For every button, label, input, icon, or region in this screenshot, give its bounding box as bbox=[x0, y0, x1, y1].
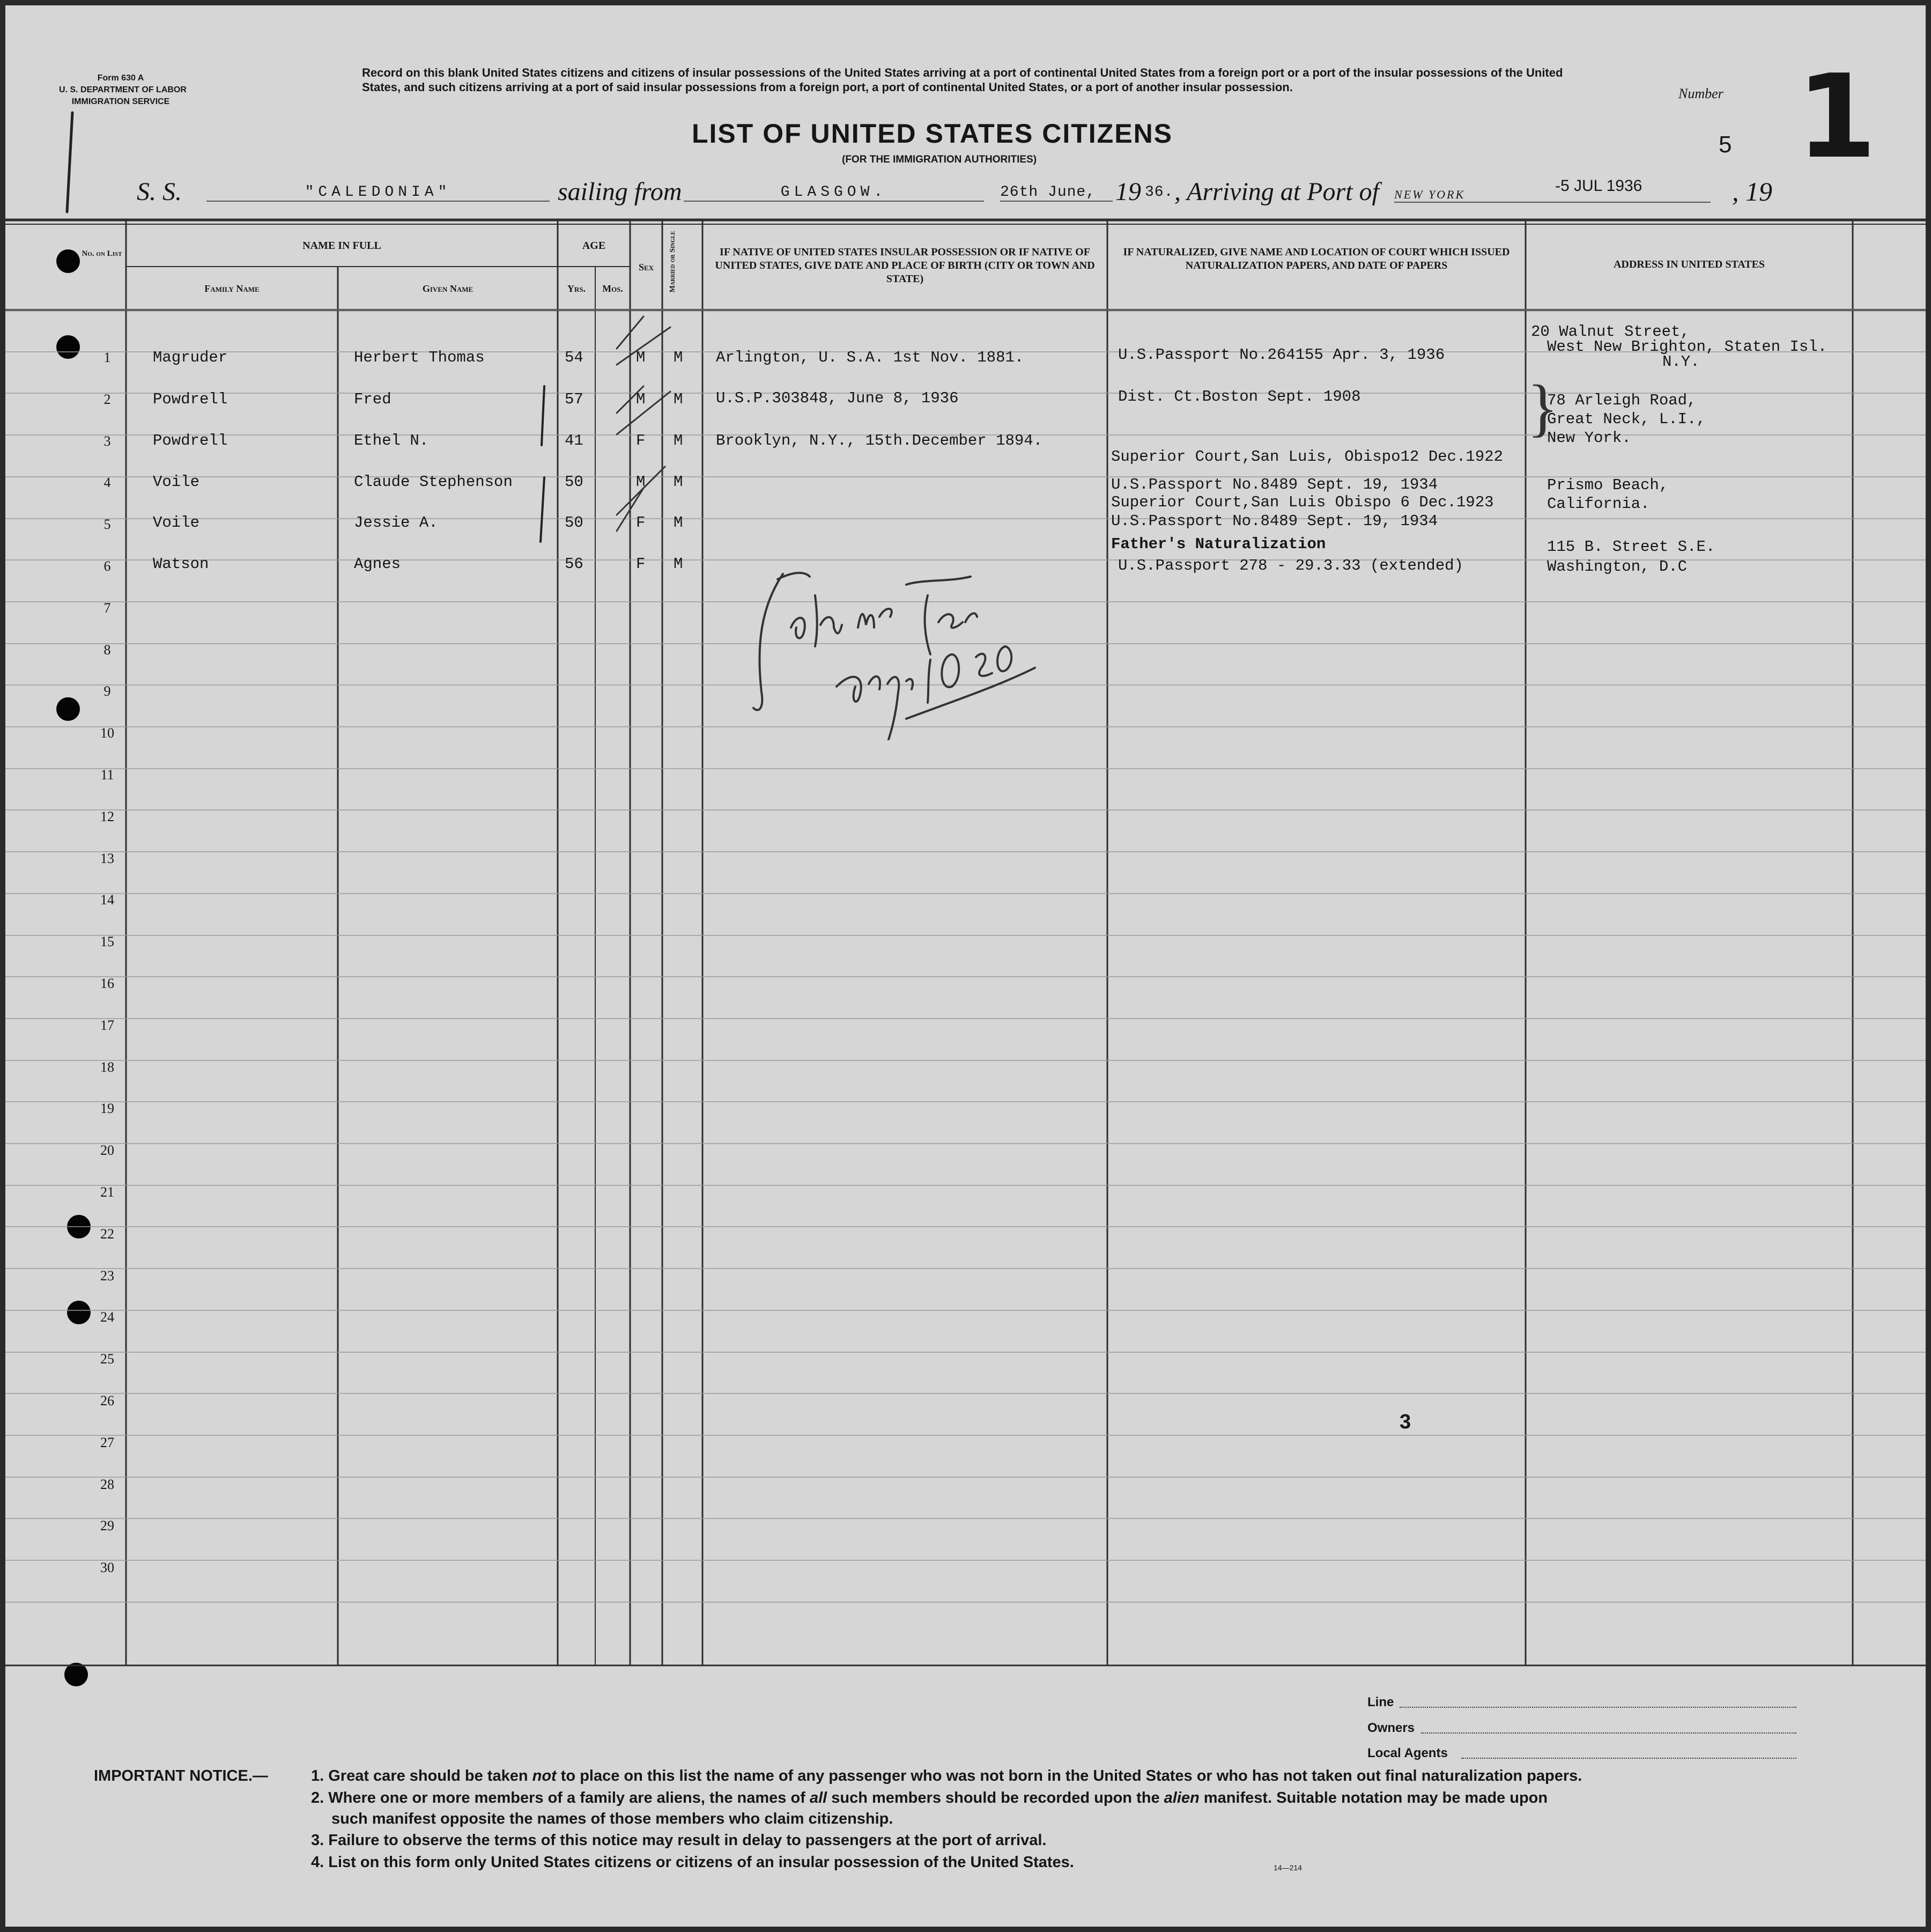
given-name-cell: Claude Stephenson bbox=[354, 473, 513, 491]
agent-line-field bbox=[1400, 1707, 1796, 1708]
header-address: ADDRESS IN UNITED STATES bbox=[1613, 259, 1765, 270]
sex-cell: M bbox=[636, 390, 646, 408]
local-agents-field bbox=[1461, 1758, 1796, 1759]
sailing-date: 26th June, bbox=[1000, 184, 1113, 202]
age-years-cell: 56 bbox=[565, 555, 583, 573]
notice-item-4: 4. List on this form only United States citizens or citizens of an insular possession of the United States. bbox=[311, 1854, 1074, 1871]
trailing-year: , 19 bbox=[1732, 176, 1772, 207]
year-suffix: 36. bbox=[1145, 184, 1174, 201]
notice-item-1: 1. Great care should be taken not to place on this list the name of any passenger who was not born in the United States or who has not taken out final naturalization papers. bbox=[311, 1767, 1582, 1784]
header-birth: IF NATIVE OF UNITED STATES INSULAR POSSESSION OR IF NATIVE OF UNITED STATES, GIVE DATE AND PLACE OF BIRTH (CITY OR TOWN AND STATE) bbox=[715, 246, 1095, 285]
age-years-cell: 54 bbox=[565, 349, 583, 366]
header-family-name: Family Name bbox=[204, 283, 260, 294]
arrival-date-stamp: -5 JUL 1936 bbox=[1555, 177, 1643, 195]
ship-name: "CALEDONIA" bbox=[206, 184, 550, 202]
department-name: U. S. DEPARTMENT OF LABOR bbox=[59, 85, 187, 94]
marital-status-cell: M bbox=[674, 349, 683, 366]
given-name-cell: Jessie A. bbox=[354, 514, 438, 532]
row-number: 24 bbox=[100, 1309, 114, 1325]
naturalization-line: Dist. Ct.Boston Sept. 1908 bbox=[1118, 388, 1361, 405]
row-number: 4 bbox=[103, 475, 111, 490]
row-number: 13 bbox=[100, 851, 114, 866]
family-name-cell: Voile bbox=[153, 473, 200, 491]
row-number: 28 bbox=[100, 1477, 114, 1492]
naturalization-line: U.S.Passport 278 - 29.3.33 (extended) bbox=[1118, 557, 1463, 574]
inspector-signature bbox=[745, 563, 1121, 740]
address-line: Washington, D.C bbox=[1547, 558, 1688, 576]
naturalization-line: U.S.Passport No.8489 Sept. 19, 1934 bbox=[1111, 512, 1438, 530]
sex-cell: M bbox=[636, 349, 646, 366]
row-number: 2 bbox=[103, 392, 111, 407]
arriving-label: , Arriving at Port of bbox=[1174, 178, 1379, 206]
sex-cell: M bbox=[636, 473, 646, 491]
address-line: N.Y. bbox=[1662, 353, 1700, 371]
row-number: 17 bbox=[100, 1017, 114, 1033]
family-name-cell: Powdrell bbox=[153, 390, 228, 408]
birth-place-cell: Arlington, U. S.A. 1st Nov. 1881. bbox=[716, 349, 1024, 366]
age-years-cell: 50 bbox=[565, 514, 583, 532]
number-label: Number bbox=[1678, 86, 1723, 101]
row-number: 7 bbox=[103, 600, 111, 616]
sex-cell: F bbox=[636, 555, 646, 573]
age-years-cell: 41 bbox=[565, 432, 583, 449]
arrival-port: NEW YORK bbox=[1394, 188, 1711, 203]
stamp-number: 5 bbox=[1719, 131, 1732, 158]
header-naturalization: IF NATURALIZED, GIVE NAME AND LOCATION OF COURT WHICH ISSUED NATURALIZATION PAPERS, AND DATE OF PAPERS bbox=[1123, 246, 1510, 271]
given-name-cell: Fred bbox=[354, 390, 391, 408]
header-sex: Sex bbox=[638, 262, 654, 272]
header-age: AGE bbox=[582, 240, 606, 252]
row-number: 16 bbox=[100, 976, 114, 991]
header-mos: Mos. bbox=[602, 283, 623, 294]
notice-item-2: 2. Where one or more members of a family are aliens, the names of all such members should be recorded upon the alien manifest. Suitable notation may be made upon bbox=[311, 1789, 1548, 1806]
row-number: 3 bbox=[103, 433, 111, 449]
row-number: 27 bbox=[100, 1435, 114, 1450]
from-port: GLASGOW. bbox=[684, 184, 984, 202]
row-number: 29 bbox=[100, 1518, 114, 1533]
address-line: 20 Walnut Street, bbox=[1531, 323, 1690, 341]
form-code: 14—214 bbox=[1274, 1863, 1302, 1872]
header-yrs: Yrs. bbox=[567, 283, 586, 294]
address-line: Prismo Beach, bbox=[1547, 476, 1669, 494]
row-number: 22 bbox=[100, 1226, 114, 1242]
marital-status-cell: M bbox=[674, 473, 683, 491]
local-agents-label: Local Agents bbox=[1367, 1746, 1448, 1760]
row-number: 15 bbox=[100, 934, 114, 949]
sex-column-checkmarks bbox=[606, 306, 713, 552]
notice-item-3: 3. Failure to observe the terms of this notice may result in delay to passengers at the port of arrival. bbox=[311, 1832, 1047, 1849]
page-number: 3 bbox=[1400, 1411, 1411, 1433]
agent-line-label: Line bbox=[1367, 1695, 1394, 1709]
family-name-cell: Voile bbox=[153, 514, 200, 532]
given-name-cell: Ethel N. bbox=[354, 432, 429, 449]
row-number: 23 bbox=[100, 1268, 114, 1284]
notice-heading: IMPORTANT NOTICE.— bbox=[94, 1767, 268, 1784]
row-number: 21 bbox=[100, 1184, 114, 1200]
given-name-cell: Herbert Thomas bbox=[354, 349, 485, 366]
age-years-cell: 50 bbox=[565, 473, 583, 491]
row-number: 6 bbox=[103, 558, 111, 574]
service-name: IMMIGRATION SERVICE bbox=[71, 97, 170, 106]
naturalization-line: Father's Naturalization bbox=[1111, 535, 1326, 553]
address-line: Great Neck, L.I., bbox=[1547, 410, 1706, 428]
naturalization-line: U.S.Passport No.264155 Apr. 3, 1936 bbox=[1118, 346, 1445, 364]
marital-status-cell: M bbox=[674, 432, 683, 449]
marital-status-cell: M bbox=[674, 390, 683, 408]
age-years-cell: 57 bbox=[565, 390, 583, 408]
row-number: 10 bbox=[100, 725, 114, 741]
row-number: 5 bbox=[103, 517, 111, 532]
page-title: LIST OF UNITED STATES CITIZENS bbox=[692, 119, 1173, 149]
bracket-marks bbox=[531, 381, 552, 547]
naturalization-line: Superior Court,San Luis Obispo 6 Dec.1923 bbox=[1111, 493, 1494, 511]
header-married-single: Married or Single bbox=[669, 231, 677, 293]
marital-status-cell: M bbox=[674, 514, 683, 532]
row-number: 19 bbox=[100, 1101, 114, 1116]
birth-place-cell: Brooklyn, N.Y., 15th.December 1894. bbox=[716, 432, 1043, 449]
row-number: 25 bbox=[100, 1351, 114, 1367]
address-line: West New Brighton, Staten Isl. bbox=[1547, 338, 1828, 356]
row-number: 20 bbox=[100, 1142, 114, 1158]
naturalization-line: U.S.Passport No.8489 Sept. 19, 1934 bbox=[1111, 476, 1438, 493]
row-number: 1 bbox=[103, 350, 111, 365]
year-prefix: 19 bbox=[1115, 178, 1141, 206]
row-number: 11 bbox=[100, 767, 114, 783]
manifest-sheet bbox=[5, 5, 1926, 1927]
row-number: 9 bbox=[103, 683, 111, 699]
owners-field bbox=[1421, 1732, 1796, 1734]
family-name-cell: Watson bbox=[153, 555, 209, 573]
page-subtitle: (FOR THE IMMIGRATION AUTHORITIES) bbox=[842, 154, 1037, 165]
family-name-cell: Magruder bbox=[153, 349, 228, 366]
owners-label: Owners bbox=[1367, 1721, 1415, 1735]
row-number: 30 bbox=[100, 1560, 114, 1575]
header-name-in-full: NAME IN FULL bbox=[302, 240, 381, 252]
ss-label: S. S. bbox=[137, 178, 182, 206]
naturalization-line: Superior Court,San Luis, Obispo12 Dec.1922 bbox=[1111, 448, 1503, 466]
intro-text: Record on this blank United States citizens and citizens of insular possessions of the United States arriving at a port of continental United States from a foreign port or a port of the insular possessions of the United States, and such citizens arriving at a port of said insular possessions from a foreign port, a port of continental United States, or a port of another insular possession. bbox=[362, 66, 1563, 94]
row-number: 26 bbox=[100, 1393, 114, 1409]
header-given-name: Given Name bbox=[422, 283, 473, 294]
notice-item-2-cont: such manifest opposite the names of those members who claim citizenship. bbox=[331, 1810, 893, 1827]
marital-status-cell: M bbox=[674, 555, 683, 573]
margin-mark bbox=[62, 110, 78, 217]
address-line: New York. bbox=[1547, 429, 1631, 447]
address-line: California. bbox=[1547, 495, 1650, 513]
form-number: Form 630 A bbox=[97, 73, 144, 83]
given-name-cell: Agnes bbox=[354, 555, 401, 573]
address-line: 78 Arleigh Road, bbox=[1547, 392, 1697, 409]
family-name-cell: Powdrell bbox=[153, 432, 228, 449]
address-line: 115 B. Street S.E. bbox=[1547, 538, 1715, 556]
address-brace: } bbox=[1527, 372, 1558, 443]
list-number: 1 bbox=[1796, 49, 1877, 184]
sex-cell: F bbox=[636, 432, 646, 449]
birth-place-cell: U.S.P.303848, June 8, 1936 bbox=[716, 389, 959, 407]
row-number: 8 bbox=[103, 642, 111, 658]
row-number: 18 bbox=[100, 1059, 114, 1075]
row-number: 14 bbox=[100, 892, 114, 908]
row-number: 12 bbox=[100, 809, 114, 824]
sex-cell: F bbox=[636, 514, 646, 532]
header-no-on-list: No. on List bbox=[82, 249, 122, 258]
sailing-label: sailing from bbox=[558, 178, 682, 206]
